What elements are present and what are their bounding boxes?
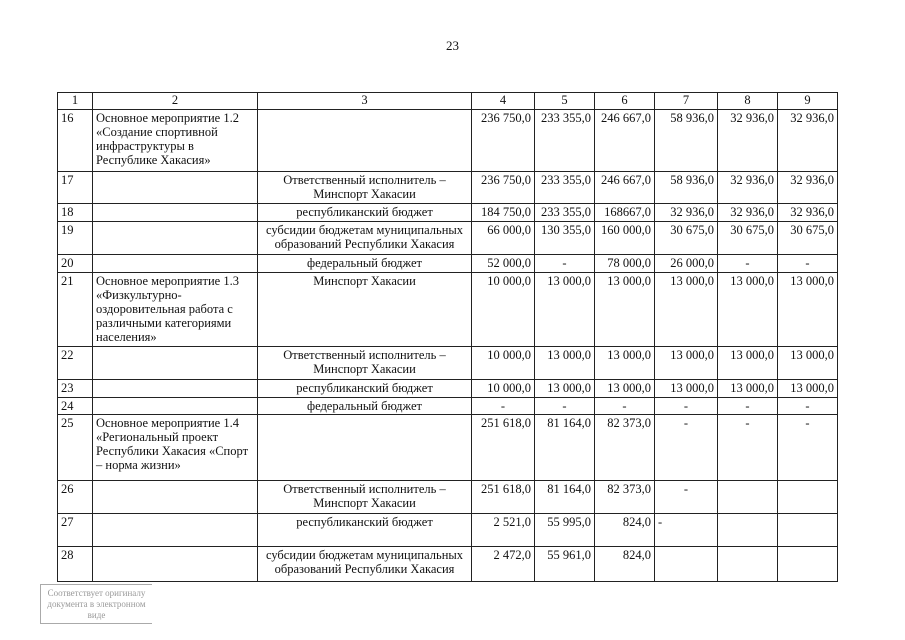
value-cell: - <box>595 398 655 415</box>
funding-source-cell <box>258 110 472 172</box>
value-cell: - <box>535 255 595 273</box>
value-cell: 13 000,0 <box>655 273 718 347</box>
value-cell: 58 936,0 <box>655 110 718 172</box>
funding-source-cell: республиканский бюджет <box>258 380 472 398</box>
value-cell <box>778 481 838 514</box>
value-cell: 233 355,0 <box>535 204 595 222</box>
row-number-cell: 23 <box>58 380 93 398</box>
row-number-cell: 16 <box>58 110 93 172</box>
activity-cell <box>93 172 258 204</box>
row-number-cell: 22 <box>58 347 93 380</box>
activity-cell <box>93 380 258 398</box>
value-cell: 82 373,0 <box>595 415 655 481</box>
value-cell: 13 000,0 <box>595 347 655 380</box>
value-cell: 13 000,0 <box>778 273 838 347</box>
value-cell: 81 164,0 <box>535 415 595 481</box>
table-row <box>58 273 838 347</box>
value-cell: 26 000,0 <box>655 255 718 273</box>
funding-source-cell <box>258 415 472 481</box>
column-header: 8 <box>718 93 778 110</box>
value-cell <box>718 547 778 582</box>
value-cell: 246 667,0 <box>595 172 655 204</box>
stamp-line: документа в электронном <box>47 599 146 609</box>
value-cell: 81 164,0 <box>535 481 595 514</box>
funding-source-cell: субсидии бюджетам муниципальных образований Республики Хакасия <box>258 547 472 582</box>
table-row <box>58 547 838 582</box>
budget-table <box>57 92 838 582</box>
column-header: 9 <box>778 93 838 110</box>
value-cell: 13 000,0 <box>535 380 595 398</box>
value-cell: 30 675,0 <box>778 222 838 255</box>
value-cell <box>778 514 838 547</box>
column-header: 5 <box>535 93 595 110</box>
funding-source-cell: федеральный бюджет <box>258 255 472 273</box>
activity-cell <box>93 514 258 547</box>
activity-cell <box>93 481 258 514</box>
value-cell: 10 000,0 <box>472 273 535 347</box>
value-cell: 824,0 <box>595 514 655 547</box>
table-row <box>58 347 838 380</box>
value-cell: 30 675,0 <box>655 222 718 255</box>
table-row <box>58 481 838 514</box>
value-cell: 10 000,0 <box>472 380 535 398</box>
table-row <box>58 204 838 222</box>
value-cell: 13 000,0 <box>535 273 595 347</box>
value-cell: 2 521,0 <box>472 514 535 547</box>
value-cell: 236 750,0 <box>472 172 535 204</box>
value-cell: 168667,0 <box>595 204 655 222</box>
activity-cell: Основное мероприятие 1.4 «Региональный проект Республики Хакасия «Спорт – норма жизни» <box>93 415 258 481</box>
value-cell: - <box>718 255 778 273</box>
row-number-cell: 25 <box>58 415 93 481</box>
row-number-cell: 18 <box>58 204 93 222</box>
table-row <box>58 514 838 547</box>
value-cell: 32 936,0 <box>778 110 838 172</box>
funding-source-cell: Ответственный исполнитель – Минспорт Хакасии <box>258 172 472 204</box>
row-number-cell: 24 <box>58 398 93 415</box>
value-cell: - <box>778 398 838 415</box>
value-cell: 13 000,0 <box>655 347 718 380</box>
table-row <box>58 172 838 204</box>
value-cell: - <box>718 415 778 481</box>
activity-cell <box>93 347 258 380</box>
value-cell: 13 000,0 <box>595 380 655 398</box>
value-cell: 66 000,0 <box>472 222 535 255</box>
value-cell: 236 750,0 <box>472 110 535 172</box>
value-cell: 30 675,0 <box>718 222 778 255</box>
value-cell: 251 618,0 <box>472 481 535 514</box>
value-cell: - <box>718 398 778 415</box>
value-cell: 824,0 <box>595 547 655 582</box>
activity-cell <box>93 398 258 415</box>
value-cell <box>778 547 838 582</box>
value-cell: 32 936,0 <box>778 172 838 204</box>
value-cell <box>655 547 718 582</box>
table-row <box>58 110 838 172</box>
value-cell: 82 373,0 <box>595 481 655 514</box>
certification-stamp <box>40 584 152 624</box>
funding-source-cell: республиканский бюджет <box>258 204 472 222</box>
value-cell: 233 355,0 <box>535 172 595 204</box>
value-cell: 52 000,0 <box>472 255 535 273</box>
funding-source-cell: федеральный бюджет <box>258 398 472 415</box>
stamp-line: виде <box>87 610 106 620</box>
value-cell: 2 472,0 <box>472 547 535 582</box>
funding-source-cell: республиканский бюджет <box>258 514 472 547</box>
column-header: 3 <box>258 93 472 110</box>
stamp-line: Соответствует оригиналу <box>47 588 146 598</box>
value-cell: - <box>655 514 718 547</box>
value-cell: 130 355,0 <box>535 222 595 255</box>
activity-cell <box>93 255 258 273</box>
value-cell: 32 936,0 <box>655 204 718 222</box>
value-cell: 32 936,0 <box>718 204 778 222</box>
value-cell: 32 936,0 <box>718 172 778 204</box>
value-cell <box>718 514 778 547</box>
funding-source-cell: Ответственный исполнитель – Минспорт Хакасии <box>258 347 472 380</box>
value-cell: 251 618,0 <box>472 415 535 481</box>
value-cell: 55 995,0 <box>535 514 595 547</box>
funding-source-cell: субсидии бюджетам муниципальных образований Республики Хакасия <box>258 222 472 255</box>
value-cell: - <box>655 481 718 514</box>
value-cell: 184 750,0 <box>472 204 535 222</box>
value-cell: 32 936,0 <box>778 204 838 222</box>
funding-source-cell: Минспорт Хакасии <box>258 273 472 347</box>
row-number-cell: 28 <box>58 547 93 582</box>
row-number-cell: 26 <box>58 481 93 514</box>
column-header: 7 <box>655 93 718 110</box>
value-cell: - <box>778 415 838 481</box>
page-number: 23 <box>446 38 459 53</box>
row-number-cell: 20 <box>58 255 93 273</box>
table-row <box>58 380 838 398</box>
activity-cell: Основное мероприятие 1.3 «Физкультурно-оздоровительная работа с различными категориями населения» <box>93 273 258 347</box>
table-row <box>58 415 838 481</box>
column-header: 6 <box>595 93 655 110</box>
row-number-cell: 19 <box>58 222 93 255</box>
value-cell: 55 961,0 <box>535 547 595 582</box>
value-cell: - <box>535 398 595 415</box>
value-cell: 233 355,0 <box>535 110 595 172</box>
value-cell: 13 000,0 <box>718 347 778 380</box>
activity-cell <box>93 222 258 255</box>
activity-cell <box>93 547 258 582</box>
value-cell: 78 000,0 <box>595 255 655 273</box>
row-number-cell: 27 <box>58 514 93 547</box>
value-cell: 246 667,0 <box>595 110 655 172</box>
funding-source-cell: Ответственный исполнитель – Минспорт Хакасии <box>258 481 472 514</box>
value-cell: 13 000,0 <box>778 347 838 380</box>
table-row <box>58 398 838 415</box>
value-cell: 10 000,0 <box>472 347 535 380</box>
value-cell: - <box>778 255 838 273</box>
table-row <box>58 255 838 273</box>
row-number-cell: 21 <box>58 273 93 347</box>
value-cell: 13 000,0 <box>595 273 655 347</box>
activity-cell: Основное мероприятие 1.2 «Создание спортивной инфраструктуры в Республике Хакасия» <box>93 110 258 172</box>
value-cell: - <box>472 398 535 415</box>
value-cell: 58 936,0 <box>655 172 718 204</box>
column-header: 1 <box>58 93 93 110</box>
value-cell: 13 000,0 <box>718 273 778 347</box>
value-cell: 160 000,0 <box>595 222 655 255</box>
value-cell: 13 000,0 <box>778 380 838 398</box>
table-header-row <box>58 93 838 110</box>
value-cell: 13 000,0 <box>535 347 595 380</box>
column-header: 4 <box>472 93 535 110</box>
row-number-cell: 17 <box>58 172 93 204</box>
value-cell: - <box>655 415 718 481</box>
value-cell: 13 000,0 <box>718 380 778 398</box>
column-header: 2 <box>93 93 258 110</box>
value-cell: 13 000,0 <box>655 380 718 398</box>
table-row <box>58 222 838 255</box>
value-cell: 32 936,0 <box>718 110 778 172</box>
activity-cell <box>93 204 258 222</box>
value-cell: - <box>655 398 718 415</box>
value-cell <box>718 481 778 514</box>
